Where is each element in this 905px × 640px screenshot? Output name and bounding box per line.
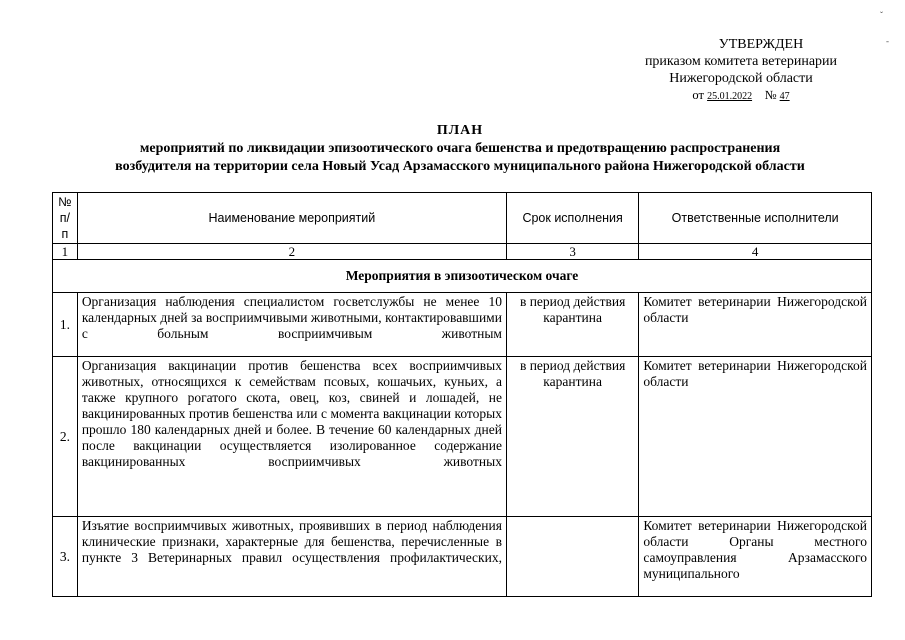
column-number: 2 [77, 244, 506, 260]
header-term: Срок исполнения [506, 193, 638, 244]
plan-table [52, 192, 872, 597]
column-number: 1 [53, 244, 78, 260]
table-header-row [53, 193, 872, 244]
approval-date-line [606, 87, 876, 105]
row-term: в период действия карантина [506, 357, 638, 517]
date-prefix: от [692, 88, 704, 102]
row-executor: Комитет ветеринарии Нижегородской области [639, 357, 872, 517]
row-number: 2. [53, 357, 78, 517]
document-title: ПЛАН [436, 123, 484, 138]
row-executor: Комитет ветеринарии Нижегородской области [639, 293, 872, 357]
table-row [53, 357, 872, 517]
header-name: Наименование мероприятий [77, 193, 506, 244]
approval-line-order: приказом комитета ветеринарии [644, 54, 838, 69]
number-prefix: № [764, 88, 777, 102]
row-measure: Изъятие восприимчивых животных, проявивших в период наблюдения клинические признаки, характерные для бешенства, перечисленные в пункте 3 Ветеринарных правил осуществления профилактических, [77, 517, 506, 597]
approval-number: 47 [779, 91, 790, 102]
header-number: № п/п [53, 193, 78, 244]
row-number: 3. [53, 517, 78, 597]
subtitle-line-2: возбудителя на территории села Новый Усад Арзамасского муниципального района Нижегородской области [115, 159, 805, 174]
table-row [53, 293, 872, 357]
row-executor: Комитет ветеринарии Нижегородской области Органы местного самоуправления Арзамасского муниципального [639, 517, 872, 597]
approval-block [606, 36, 876, 105]
approval-title: УТВЕРЖДЕН [718, 37, 804, 52]
row-measure: Организация вакцинации против бешенства всех восприимчивых животных, относящихся к семействам псовых, кошачьих, куньих, а также крупного рогатого скота, овец, коз, свиней и лошадей, не вакцинированных против бешенства или с момента вакцинации которых прошло 180 календарных дней и более. В течение 60 календарных дней после вакцинации осуществляется изолированное содержание вакцинированных восприимчивых животных [77, 357, 506, 517]
approval-line-region: Нижегородской области [669, 71, 813, 86]
row-term: в период действия карантина [506, 293, 638, 357]
section-row [53, 260, 872, 293]
column-number: 4 [639, 244, 872, 260]
header-executors: Ответственные исполнители [639, 193, 872, 244]
approval-date: 25.01.2022 [707, 91, 753, 102]
column-number: 3 [506, 244, 638, 260]
scan-mark: ˇ [880, 10, 883, 20]
row-number: 1. [53, 293, 78, 357]
row-measure: Организация наблюдения специалистом госветслужбы не менее 10 календарных дней за восприимчивыми животными, контактировавшими с больным восприимчивым животным [77, 293, 506, 357]
document-subtitle [40, 140, 880, 176]
section-title: Мероприятия в эпизоотическом очаге [53, 260, 872, 293]
column-number-row [53, 244, 872, 260]
scan-mark: - [886, 36, 889, 46]
table-row [53, 517, 872, 597]
row-term [506, 517, 638, 597]
subtitle-line-1: мероприятий по ликвидации эпизоотического очага бешенства и предотвращению распространения [139, 141, 781, 156]
